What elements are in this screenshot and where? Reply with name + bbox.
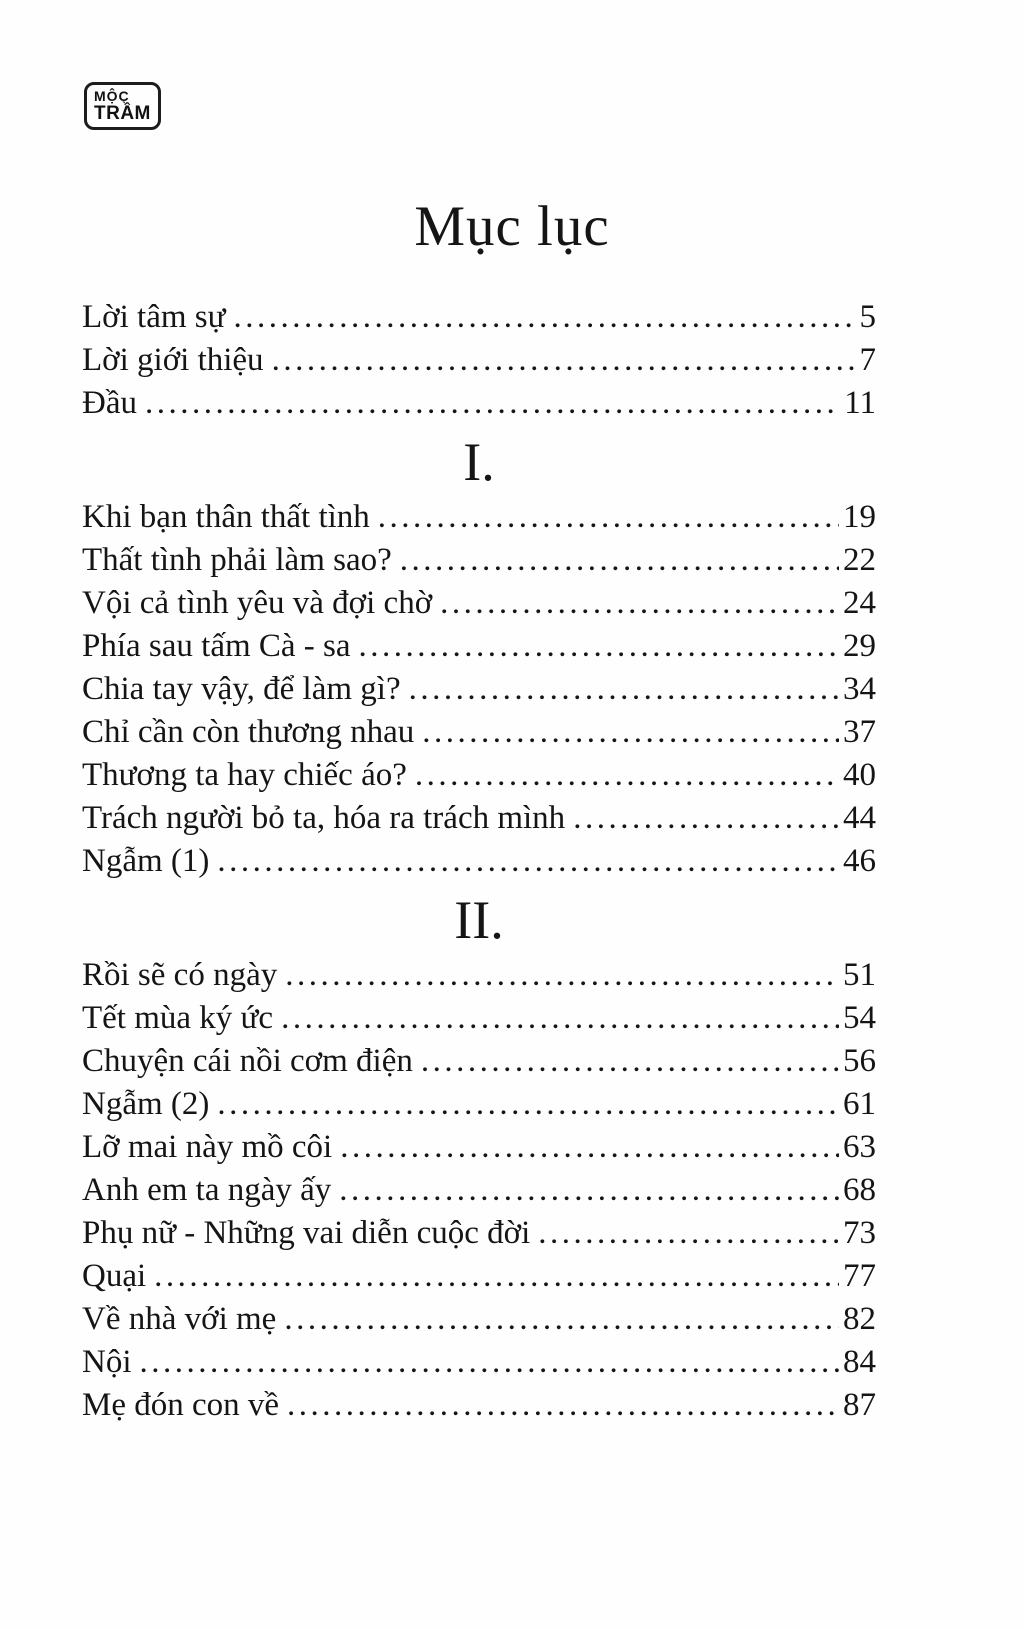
dot-leader — [140, 1344, 840, 1381]
toc-entry-label: Anh em ta ngày ấy — [82, 1172, 332, 1208]
toc-entry-label: Chỉ cần còn thương nhau — [82, 714, 415, 750]
dot-leader — [422, 714, 839, 751]
logo-line-1: MỘC — [94, 88, 130, 104]
toc-entry-page: 29 — [843, 628, 876, 664]
section-heading: I. — [463, 432, 495, 492]
dot-leader — [287, 1387, 839, 1424]
toc-entry-page: 87 — [843, 1387, 876, 1423]
toc-entry-label: Ngẫm (1) — [82, 843, 210, 879]
toc-entry — [82, 957, 876, 1000]
toc-entry-label: Lỡ mai này mồ côi — [82, 1129, 333, 1165]
dot-leader — [421, 1043, 839, 1080]
toc-entry — [82, 342, 876, 385]
dot-leader — [281, 1000, 839, 1037]
toc-entry — [82, 628, 876, 671]
toc-entry-page: 82 — [843, 1301, 876, 1337]
dot-leader — [217, 843, 839, 880]
toc-entry-label: Thương ta hay chiếc áo? — [82, 757, 407, 793]
toc-entry — [82, 714, 876, 757]
dot-leader — [145, 385, 840, 422]
toc-entry — [82, 1387, 876, 1430]
toc-entry-label: Thất tình phải làm sao? — [82, 542, 392, 578]
toc-entry-page: 37 — [843, 714, 876, 750]
toc-entry-label: Tết mùa ký ức — [82, 1000, 274, 1036]
toc-entry — [82, 585, 876, 628]
toc-entry-label: Quại — [82, 1258, 147, 1294]
toc-entry-label: Phía sau tấm Cà - sa — [82, 628, 351, 664]
toc-entry-page: 51 — [843, 957, 876, 993]
dot-leader — [440, 585, 839, 622]
toc-entry — [82, 1086, 876, 1129]
dot-leader — [538, 1215, 839, 1252]
toc-entry-label: Về nhà với mẹ — [82, 1301, 277, 1337]
dot-leader — [154, 1258, 839, 1295]
toc-entry-page: 68 — [843, 1172, 876, 1208]
toc-entry-page: 24 — [843, 585, 876, 621]
toc-entry — [82, 1043, 876, 1086]
dot-leader — [217, 1086, 839, 1123]
toc-entry-page: 7 — [859, 342, 876, 378]
toc-entry-label: Đầu — [82, 385, 137, 421]
toc-entry-label: Chuyện cái nồi cơm điện — [82, 1043, 413, 1079]
toc-entry-page: 11 — [844, 385, 876, 421]
toc-entry — [82, 757, 876, 800]
toc-entry — [82, 1301, 876, 1344]
dot-leader — [359, 628, 839, 665]
toc-entry — [82, 299, 876, 342]
toc-entry-page: 77 — [843, 1258, 876, 1294]
publisher-stamp-logo — [84, 82, 161, 130]
toc-entry-page: 56 — [843, 1043, 876, 1079]
toc-entry-page: 54 — [843, 1000, 876, 1036]
toc-entry — [82, 843, 876, 886]
toc-entry-page: 19 — [843, 499, 876, 535]
toc-entry-label: Mẹ đón con về — [82, 1387, 280, 1423]
toc-entry-page: 34 — [843, 671, 876, 707]
dot-leader — [285, 957, 839, 994]
toc-entry-page: 40 — [843, 757, 876, 793]
dot-leader — [340, 1129, 839, 1166]
toc-entry — [82, 1258, 876, 1301]
toc-entry — [82, 1000, 876, 1043]
dot-leader — [378, 499, 839, 536]
toc-entry — [82, 1344, 876, 1387]
toc-entry-page: 44 — [843, 800, 876, 836]
toc-entry-page: 63 — [843, 1129, 876, 1165]
toc-entry-label: Vội cả tình yêu và đợi chờ — [82, 585, 433, 621]
toc-entry-page: 46 — [843, 843, 876, 879]
toc-entry-label: Lời tâm sự — [82, 299, 226, 335]
toc-entry-label: Trách người bỏ ta, hóa ra trách mình — [82, 800, 566, 836]
dot-leader — [272, 342, 856, 379]
toc-entry — [82, 499, 876, 542]
table-of-contents — [82, 299, 876, 1430]
dot-leader — [409, 671, 839, 708]
dot-leader — [415, 757, 839, 794]
toc-entry — [82, 385, 876, 428]
toc-entry-label: Rồi sẽ có ngày — [82, 957, 278, 993]
toc-entry — [82, 542, 876, 585]
page-title: Mục lục — [414, 195, 610, 258]
toc-entry — [82, 671, 876, 714]
dot-leader — [573, 800, 839, 837]
toc-entry — [82, 1129, 876, 1172]
toc-entry — [82, 1215, 876, 1258]
toc-entry-page: 73 — [843, 1215, 876, 1251]
toc-entry-label: Chia tay vậy, để làm gì? — [82, 671, 401, 707]
toc-entry-page: 84 — [843, 1344, 876, 1380]
toc-entry-page: 5 — [859, 299, 876, 335]
logo-line-2: TRẦM — [94, 102, 151, 124]
dot-leader — [339, 1172, 839, 1209]
dot-leader — [234, 299, 856, 336]
toc-entry — [82, 800, 876, 843]
toc-entry-label: Ngẫm (2) — [82, 1086, 210, 1122]
toc-entry-label: Phụ nữ - Những vai diễn cuộc đời — [82, 1215, 531, 1251]
toc-entry-page: 22 — [843, 542, 876, 578]
toc-entry-label: Khi bạn thân thất tình — [82, 499, 370, 535]
toc-entry-label: Lời giới thiệu — [82, 342, 264, 378]
toc-entry-label: Nội — [82, 1344, 132, 1380]
toc-entry-page: 61 — [843, 1086, 876, 1122]
section-heading: II. — [454, 890, 504, 950]
dot-leader — [284, 1301, 839, 1338]
dot-leader — [400, 542, 839, 579]
toc-entry — [82, 1172, 876, 1215]
